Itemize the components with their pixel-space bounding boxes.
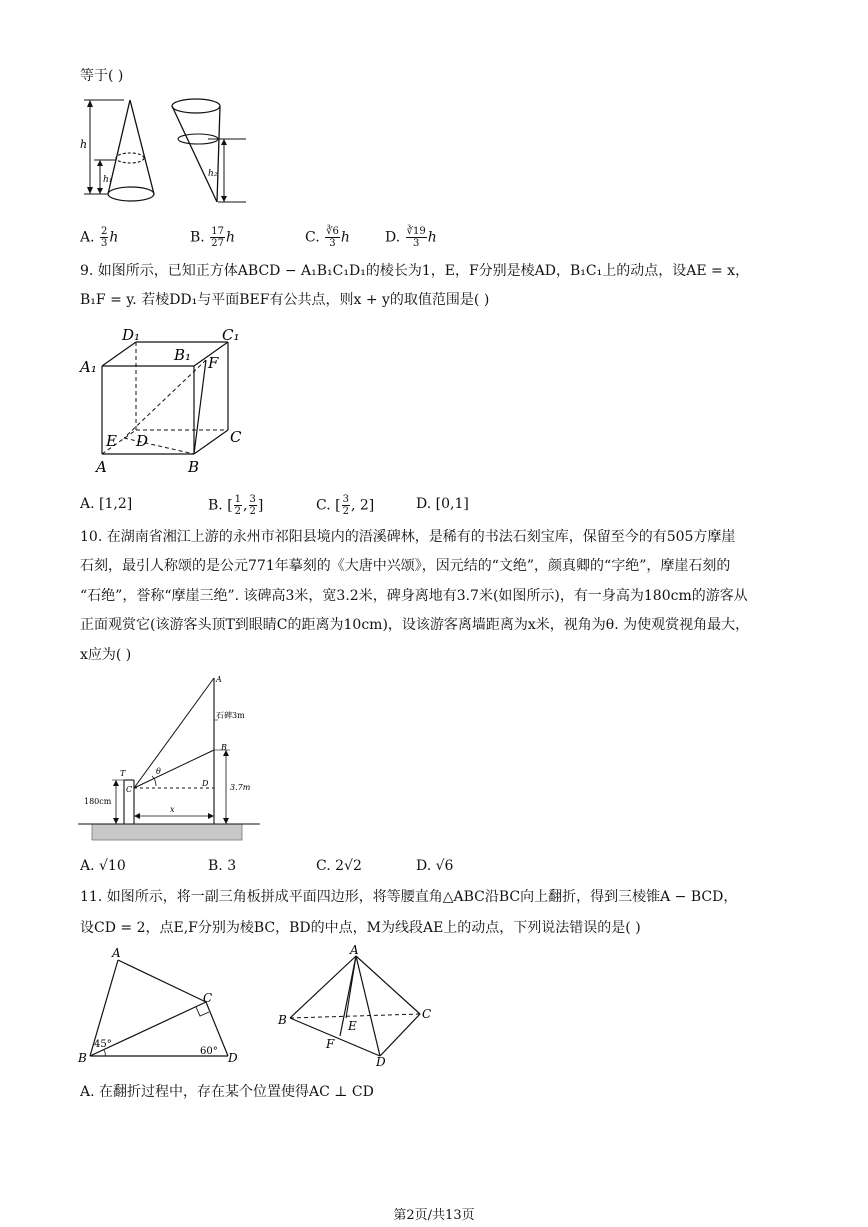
- q9-cube-figure: [78, 322, 258, 482]
- q10-text-line2: 石刻，最引人称颂的是公元771年摹刻的《大唐中兴颂》，因元结的“文绝”，颜真卿的“字绝”，摩崖石刻的: [80, 558, 731, 574]
- q8-cone-figure: [78, 94, 338, 206]
- q10-label-37m: 3.7m: [230, 783, 251, 792]
- q9-option-d: D. [0,1]: [416, 496, 469, 512]
- q11-text-line1: 11. 如图所示，将一副三角板拼成平面四边形，将等腰直角△ABC沿BC向上翻折，得到三棱锥A − BCD，: [80, 889, 738, 905]
- q11-fig1-label-a: A: [112, 946, 121, 960]
- q10-label-theta: θ: [156, 767, 161, 776]
- q10-text-line4: 正面观赏它(该游客头顶T到眼睛C的距离为10cm)，设该游客离墙距离为x米，视角为θ. 为使观赏视角最大，: [80, 617, 750, 633]
- q8-option-a: A. $\frac{2}{3}$ h: [80, 226, 119, 249]
- q9-label-a: A: [96, 458, 107, 476]
- q9-label-b1: B₁: [174, 346, 192, 364]
- q10-label-x: x: [170, 805, 175, 814]
- q9-label-f: F: [208, 354, 219, 372]
- q11-fig1-label-d: D: [228, 1051, 238, 1065]
- q11-fig2-label-b: B: [278, 1013, 287, 1027]
- q9-label-d: D: [136, 432, 149, 450]
- q11-fig1-label-b: B: [78, 1051, 87, 1065]
- q11-fig1-label-c: C: [203, 991, 213, 1005]
- q9-label-d1: D₁: [122, 326, 141, 344]
- q8-option-c: C. $\frac{∛6}{3}$ h: [305, 226, 350, 249]
- q9-option-c: C. [ $\frac{3}{2}$ , 2]: [316, 494, 375, 517]
- q8-tail-text: 等于( ): [80, 68, 124, 84]
- q11-fig2-label-e: E: [348, 1019, 357, 1033]
- q9-text-line2: B₁F = y. 若棱DD₁与平面BEF有公共点，则x + y的取值范围是( ): [80, 292, 490, 308]
- q10-label-a: A: [216, 675, 222, 684]
- q11-text-line2: 设CD = 2，点E,F分别为棱BC，BD的中点，M为线段AE上的动点，下列说法错误的是( ): [80, 920, 641, 936]
- q9-text-line1: 9. 如图所示，已知正方体ABCD − A₁B₁C₁D₁的棱长为1，E，F分别是棱AD，B₁C₁上的动点，设AE = x，: [80, 263, 750, 279]
- q10-option-b: B. 3: [208, 858, 237, 874]
- q11-option-a: A. 在翻折过程中，存在某个位置使得AC ⊥ CD: [80, 1084, 374, 1100]
- q10-label-stele: 石碑3m: [216, 711, 245, 720]
- q10-option-a: A. √10: [80, 858, 126, 874]
- q10-label-t: T: [120, 769, 126, 778]
- q10-label-d: D: [202, 779, 209, 788]
- q11-figure-planar: [78, 946, 248, 1066]
- q11-figure-pyramid: [276, 943, 446, 1069]
- q11-fig1-label-45: 45°: [94, 1039, 112, 1050]
- q10-text-line3: “石绝”，誉称“摩崖三绝”. 该碑高3米，宽3.2米，碑身离地有3.7米(如图所示)，有一身高为180cm的游客从: [80, 588, 748, 604]
- q10-stele-figure: [78, 672, 268, 844]
- q11-fig2-label-a: A: [350, 943, 359, 957]
- q10-text-line1: 10. 在湖南省湘江上游的永州市祁阳县境内的浯溪碑林，是稀有的书法石刻宝库，保留至今的有505方摩崖: [80, 529, 736, 545]
- q10-label-c: C: [126, 785, 133, 794]
- page-footer: 第2页/共13页: [393, 1208, 475, 1223]
- q8-label-h1: h₁: [103, 175, 113, 185]
- q9-label-c: C: [230, 428, 242, 446]
- q11-fig1-label-60: 60°: [200, 1046, 218, 1057]
- q9-option-b: B. [ $\frac{1}{2}$ , $\frac{3}{2}$ ]: [208, 494, 264, 517]
- q11-fig2-label-f: F: [326, 1037, 335, 1051]
- q10-text-line5: x应为( ): [80, 647, 132, 663]
- q9-label-e: E: [106, 432, 117, 450]
- q8-option-b: B. $\frac{17}{27}$ h: [190, 226, 235, 249]
- q10-label-180cm: 180cm: [84, 797, 112, 806]
- q11-fig2-label-c: C: [422, 1007, 432, 1021]
- q8-label-h2: h₂: [208, 169, 218, 179]
- q8-option-d: D. $\frac{∛19}{3}$ h: [385, 226, 437, 249]
- q11-fig2-label-d: D: [376, 1055, 386, 1069]
- q10-label-b: B: [221, 743, 227, 752]
- q9-label-a1: A₁: [80, 358, 97, 376]
- q10-option-c: C. 2√2: [316, 858, 362, 874]
- q8-label-h: h: [80, 138, 88, 151]
- q9-label-b: B: [188, 458, 200, 476]
- q9-option-a: A. [1,2]: [80, 496, 133, 512]
- q10-option-d: D. √6: [416, 858, 454, 874]
- q9-label-c1: C₁: [222, 326, 240, 344]
